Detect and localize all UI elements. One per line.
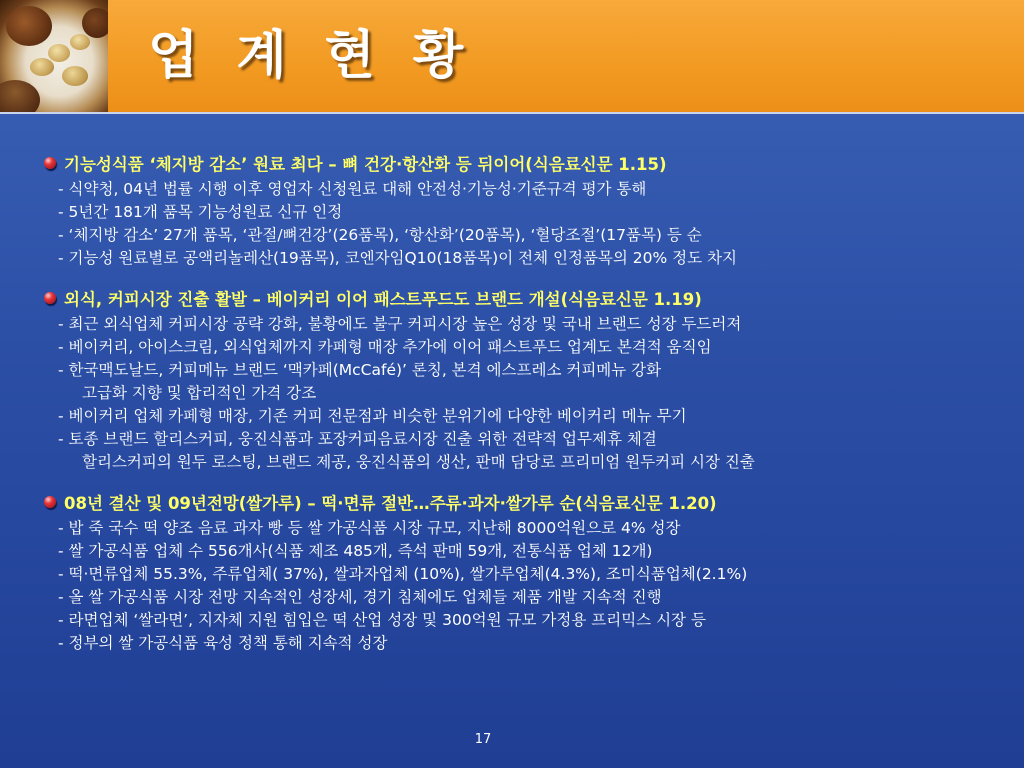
section-heading [44, 283, 1014, 313]
section-heading [44, 487, 1014, 517]
food-photo [0, 0, 108, 112]
list-item: - 최근 외식업체 커피시장 공략 강화, 불황에도 불구 커피시장 높은 성장 및 국내 브랜드 성장 두드러져 [58, 315, 742, 333]
header-divider [0, 112, 1024, 114]
news-section [44, 487, 1014, 655]
list-item: - 토종 브랜드 할리스커피, 웅진식품과 포장커피음료시장 진출 위한 전략적 업무제휴 체결 [58, 430, 657, 448]
red-bullet-icon [44, 496, 56, 508]
list-item: - 라면업체 ‘쌀라면’, 지자체 지원 힘입은 떡 산업 성장 및 300억원 규모 가정용 프리믹스 시장 등 [58, 611, 706, 629]
list-item: - 밥 죽 국수 떡 양조 음료 과자 빵 등 쌀 가공식품 시장 규모, 지난해 8000억원으로 4% 성장 [58, 519, 681, 537]
list-item: - 베이커리, 아이스크림, 외식업체까지 카페형 매장 추가에 이어 패스트푸드 업계도 본격적 움직임 [58, 338, 712, 356]
list-item: - 베이커리 업체 카페형 매장, 기존 커피 전문점과 비슷한 분위기에 다양한 베이커리 메뉴 무기 [58, 407, 687, 425]
list-item: - 정부의 쌀 가공식품 육성 정책 통해 지속적 성장 [58, 634, 388, 652]
section-heading-text: 08년 결산 및 09년전망(쌀가루) – 떡·면류 절반…주류·과자·쌀가루 순(식음료신문 1.20) [64, 494, 717, 513]
content-area [44, 148, 1014, 655]
slide-title: 업 계 현 황 [148, 26, 474, 86]
list-item-continuation: 할리스커피의 원두 로스팅, 브랜드 제공, 웅진식품의 생산, 판매 담당로 프리미엄 원두커피 시장 진출 [82, 453, 755, 471]
list-item: - 쌀 가공식품 업체 수 556개사(식품 제조 485개, 즉석 판매 59개, 전통식품 업체 12개) [58, 542, 653, 560]
section-heading [44, 148, 1014, 178]
list-item: - 한국맥도날드, 커피메뉴 브랜드 ‘맥카페(McCafé)’ 론칭, 본격 에스프레소 커피메뉴 강화 [58, 361, 662, 379]
list-item-continuation: 고급화 지향 및 합리적인 가격 강조 [82, 384, 317, 402]
news-section [44, 283, 1014, 474]
red-bullet-icon [44, 157, 56, 169]
section-heading-text: 외식, 커피시장 진출 활발 – 베이커리 이어 패스트푸드도 브랜드 개설(식음료신문 1.19) [64, 290, 702, 309]
list-item: - 기능성 원료별로 공액리놀레산(19품목), 코엔자임Q10(18품목)이 전체 인정품목의 20% 정도 차지 [58, 249, 737, 267]
section-heading-text: 기능성식품 ‘체지방 감소’ 원료 최다 – 뼈 건강·항산화 등 뒤이어(식음료신문 1.15) [64, 155, 667, 174]
news-section [44, 148, 1014, 270]
list-item: - 식약청, 04년 법률 시행 이후 영업자 신청원료 대해 안전성·기능성·기준규격 평가 통해 [58, 180, 647, 198]
list-item: - 떡·면류업체 55.3%, 주류업체( 37%), 쌀과자업체 (10%), 쌀가루업체(4.3%), 조미식품업체(2.1%) [58, 565, 748, 583]
page-number: 17 [474, 732, 492, 747]
list-item: - ‘체지방 감소’ 27개 품목, ‘관절/뼈건강’(26품목), ‘항산화’(20품목), ‘혈당조절’(17품목) 등 순 [58, 226, 702, 244]
list-item: - 올 쌀 가공식품 시장 전망 지속적인 성장세, 경기 침체에도 업체들 제품 개발 지속적 진행 [58, 588, 662, 606]
red-bullet-icon [44, 292, 56, 304]
list-item: - 5년간 181개 품목 기능성원료 신규 인정 [58, 203, 343, 221]
